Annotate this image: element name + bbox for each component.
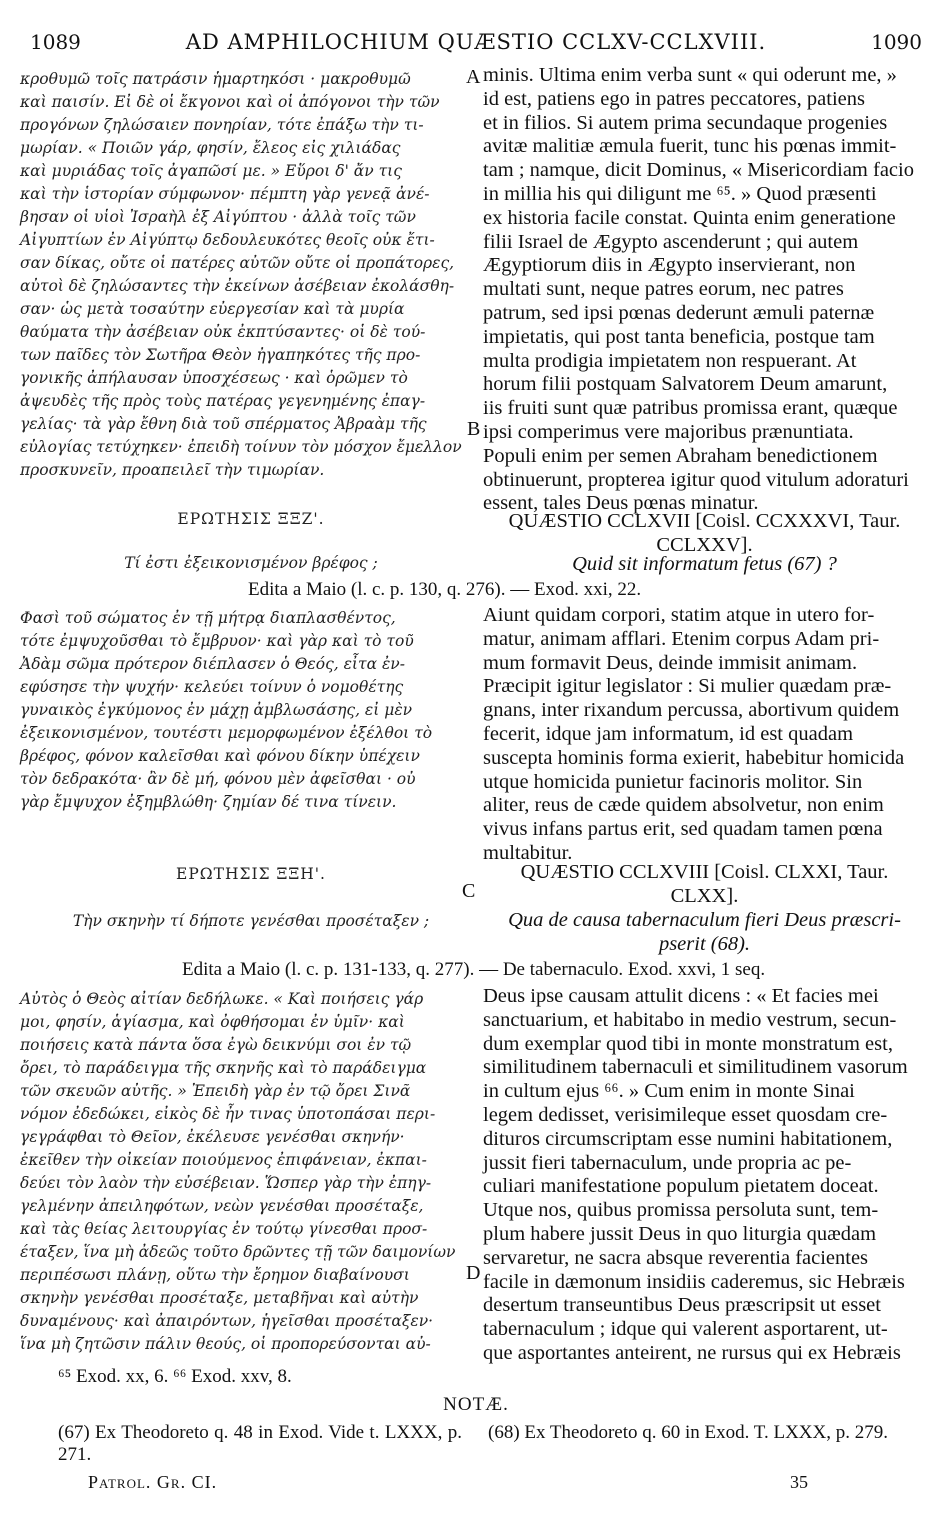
text-line: Utque nos, quibus promissa persoluta sunt, tem- [483,1199,879,1222]
text-line: vivus infans partus erit, sed quadam tamen pœna [483,818,883,841]
text-line: multa prodigia impietatem non respuerant. At [483,349,857,372]
text-line: Ἀδὰμ σῶμα πρότερον διέπλασεν ὁ Θεός, εἶτα ἐν- [20,655,405,673]
q268-latin-subtitle [483,909,926,957]
text-line: θαύματα τὴν ἀσέβειαν οὐκ ἐκπτύσαντες· οἱ δὲ τού- [20,323,426,341]
text-line: Deus ipse causam attulit dicens : « Et facies mei [483,985,879,1007]
text-line: βησαν οἱ υἱοὶ Ἰσραὴλ ἐξ Αἰγύπτου · ἀλλὰ τοῖς τῶν [20,208,416,226]
text-line: id est, patiens ego in patres peccatores, patiens [483,87,865,110]
margin-marker-c: C [462,880,476,902]
text-line: utque homicida punietur facinoris molitor. Sin [483,770,863,793]
text-line: ἐξεικονισμένον, τουτέστι μεμορφωμένον ἐξέλθοι τὸ [20,724,433,742]
q267-latin-text [483,604,926,866]
q267-greek-text [20,607,482,814]
text-line: desertum transeuntibus Deus præscripsit ut esset [483,1294,881,1317]
text-line: γὰρ ἔμψυχον ἐξημβλώθη· ζημίαν δέ τινα τίνειν. [20,793,397,811]
text-line: ἐκεῖθεν τὴν οἰκείαν ποιούμενος ἐπιφάνειαν, ἐκπαι- [20,1151,427,1169]
text-line: horum filii postquam Salvatorem Deum amarunt, [483,373,888,396]
text-line: jussit fieri tabernaculum, unde propria ac pe- [483,1151,852,1174]
text-line: que asportantes anteirent, ne rursus qui ex Hebræis [483,1341,901,1364]
latin-top-text [483,64,926,516]
text-line: avitæ malitiæ æmula fuerit, tunc his pœnas immit- [483,135,897,158]
text-line: τὸν δεδρακότα· ἂν δὲ μή, φόνου μὲν ἀφεῖσθαι · οὐ [20,770,416,788]
text-line: προγόνων ζηλώσαιεν πονηρίαν, τότε ἐπάξω τὴν τι- [20,116,424,134]
text-line: mum formavit Deus, deinde immisit animam. [483,651,858,674]
left-column-number: 1089 [30,30,81,54]
running-title: AD AMPHILOCHIUM QUÆSTIO CCLXV-CCLXVIII. [185,30,767,54]
text-line: δεύει τὸν λαὸν τὴν εὐσέβειαν. Ὥσπερ γὰρ τὴν ἐπηγ- [20,1174,432,1192]
text-line: sanctuarium, et habitabo in medio vestrum, secun- [483,1008,897,1031]
subtitle-line: Qua de causa tabernaculum fieri Deus præscri- [508,909,901,931]
text-line: ἵνα μὴ ζητῶσιν πάλιν θεούς, οἱ προπορεύσονται αὐ- [20,1335,431,1353]
text-line: ipsi comperimus vere majoribus prænuntiata. [483,420,854,443]
text-line: καὶ μυριάδας τοῖς ἀγαπῶσί με. » Εὕροι δ' ἄν τις [20,162,402,180]
text-line: γελμένην ἀπειληφότων, νεὼν γενέσθαι προσέταξε, [20,1197,424,1215]
q267-edition-note: Edita a Maio (l. c. p. 130, q. 276). — Exod. xxi, 22. [248,579,642,600]
text-line: patrum, sed ipsi pœnas dederunt æmuli paternæ [483,301,875,324]
text-line: κροθυμῶ τοῖς πατράσιν ἡμαρτηκόσι · μακροθυμῶ [20,70,411,88]
text-line: Ægyptiorum diis in Ægypto inservierant, non [483,254,856,277]
text-line: ex historia facile constat. Quinta enim generatione [483,206,896,229]
heading-line: CCLXXV]. [656,533,753,556]
q267-greek-subtitle: Τί ἐστι ἐξεικονισμένον βρέφος ; [124,554,378,572]
text-line: Αἰγυπτίων ἐν Αἰγύπτῳ δεδουλευκότες θεοῖς οὐκ ἔτι- [20,231,435,249]
text-line: aliter, reus de cæde quidem absolvetur, non enim [483,794,884,817]
text-line: έταξεν, ἵνα μὴ ἀδεῶς τοῦτο δρῶντες τῇ τῶν δαιμονίων [20,1243,456,1261]
right-column-number: 1090 [871,30,922,54]
text-line: βρέφος, φόνον καλεῖσθαι καὶ φόνου δίκην ὑπέχειν [20,747,420,765]
heading-line: QUÆSTIO CCLXVIII [Coisl. CLXXI, Taur. [520,861,889,883]
text-line: gnans, inter rixandum percussa, abortivum quidem [483,699,900,722]
text-line: iis fruiti sunt quæ patribus promissa erant, quæque [483,397,898,420]
q267-latin-subtitle: Quid sit informatum fetus (67) ? [572,553,837,575]
text-line: γονικῆς ἀπήλαυσαν ὑποσχέσεως · καὶ ὁρῶμεν τὸ [20,369,408,387]
text-line: τότε ἐμψυχοῦσθαι τὸ ἔμβρυον· καὶ γὰρ καὶ τὸ τοῦ [20,632,414,650]
text-line: ποιήσεις κατὰ πάντα ὅσα ἐγὼ δεικνύμι σοι ἐν τῷ [20,1036,412,1054]
text-line: multabitur. [483,841,573,864]
text-line: multati sunt, neque patres eorum, nec patres [483,278,844,301]
text-line: minis. Ultima enim verba sunt « qui oderunt me, » [483,64,897,86]
page-header [30,30,922,60]
text-line: εφύσησε τὴν ψυχήν· κελεύει τοίνυν ὁ νομοθέτης [20,678,404,696]
text-line: culiari manifestatione populum pietatem doceat. [483,1175,879,1198]
text-line: σκηνὴν γενέσθαι προσέταξε, μεταβῆναι καὶ αὐτὴν [20,1289,419,1307]
text-line: legem dedisset, verisimileque esset quosdam cre- [483,1103,888,1126]
text-line: καὶ παισίν. Εἰ δὲ οἱ ἔκγονοι καὶ οἱ ἀπόγονοι τὴν τῶν [20,93,440,111]
q268-latin-text [483,985,926,1366]
margin-marker-b: B [467,418,481,440]
q267-greek-heading: ΕΡΩΤΗΣΙΣ ΞΞΖ'. [177,510,325,528]
q268-edition-note: Edita a Maio (l. c. p. 131-133, q. 277). — De tabernaculo. Exod. xxvi, 1 seq. [182,959,766,980]
margin-marker-d: D [466,1262,481,1284]
text-line: in cultum ejus ⁶⁶. » Cum enim in monte Sinai [483,1080,855,1103]
text-line: μωρίαν. « Ποιῶν γάρ, φησίν, ἔλεος εἰς χιλιάδας [20,139,401,157]
text-line: τῶν σκευῶν αὐτῆς. » Ἐπειδὴ γὰρ ἐν τῷ ὄρει Σινᾶ [20,1082,411,1100]
text-line: Populi enim per semen Abraham benedictionem [483,444,878,467]
text-line: servaretur, ne sacra absque reverentia facientes [483,1246,869,1269]
text-line: dituros circumscriptam esse numini habitationem, [483,1127,893,1150]
text-line: matur, animam afflari. Etenim corpus Adam pri- [483,627,880,650]
note-68: (68) Ex Theodoreto q. 60 in Exod. T. LXXX, p. 279. [488,1422,889,1443]
text-line: tabernaculum ; idque qui valerent asportarent, ut- [483,1318,888,1341]
text-line: Præcipit igitur legislator : Si mulier quædam præ- [483,675,892,698]
text-line: dum exemplar quod tibi in monte monstratum est, [483,1032,893,1055]
q268-greek-heading: ΕΡΩΤΗΣΙΣ ΞΞΗ'. [176,865,326,883]
margin-marker-a: A [466,66,481,88]
text-line: σαν δίκας, οὔτε οἱ πατέρες αὐτῶν οὔτε οἱ προπάτορες, [20,254,455,272]
text-line: essent, tales Deus pœnas minatur. [483,492,759,515]
text-line: facile in dæmonum insidiis caderemus, sic Hebræis [483,1270,905,1293]
text-line: καὶ τὰς θείας λειτουργίας ἐν τούτῳ γίνεσθαι προσ- [20,1220,428,1238]
text-line: similitudinem tabernaculi et similitudinem vasorum [483,1056,908,1079]
text-line: δυναμένους· καὶ ἀπαιρόντων, ἡγεῖσθαι προσέταξεν· [20,1312,434,1330]
text-line: γελίας· τὰ γὰρ ἔθνη διὰ τοῦ σπέρματος Ἀβραὰμ τῆς [20,415,427,433]
text-line: καὶ τὴν ἱστορίαν σύμφωνον· πέμπτη γὰρ γενεᾷ ἀνέ- [20,185,430,203]
note-67: (67) Ex Theodoreto q. 48 in Exod. Vide t. LXXX, p. 271. [58,1422,462,1465]
text-line: γυναικὸς ἐγκύμονος ἐν μάχῃ ἀμβλωσάσης, εἰ μὲν [20,701,413,719]
text-line: Αὐτὸς ὁ Θεὸς αἰτίαν δεδήλωκε. « Καὶ ποιήσεις γάρ [20,990,424,1008]
heading-line: CLXX]. [670,884,739,907]
text-line: ὄρει, τὸ παράδειγμα τῆς σκηνῆς καὶ τὸ παράδειγμα [20,1059,427,1077]
footer-signature: 35 [790,1472,808,1492]
text-line: αὐτοὶ δὲ ζηλώσαντες τὴν ἐκείνων ἀσέβειαν ἐκολάσθη- [20,277,455,295]
text-line: tam ; namque, dicit Dominus, « Misericordiam facio [483,159,914,182]
text-line: fecerit, idque jam informatum, id est quadam [483,722,854,745]
text-line: μοι, φησίν, ἁγίασμα, καὶ ὀφθήσομαι ἐν ὑμῖν· καὶ [20,1013,405,1031]
text-line: γεγράφθαι τὸ Θεῖον, ἐκέλευσε γενέσθαι σκηνήν· [20,1128,405,1146]
text-line: Aiunt quidam corpori, statim atque in utero for- [483,604,875,626]
text-line: εὐλογίας τετύχηκεν· ἐπειδὴ τοίνυν τὸν μόσχον ἔμελλον [20,438,462,456]
text-line: των παῖδες τὸν Σωτῆρα Θεὸν ἠγαπηκότες τῆς προ- [20,346,421,364]
text-line: filii Israel de Ægypto ascenderunt ; qui autem [483,230,859,253]
subtitle-line: pserit (68). [658,932,751,955]
text-line: ἀψευδὲς τῆς πρὸς τοὺς πατέρας γεγενημένης ἐπαγ- [20,392,426,410]
text-line: suscepta hominis forma exierit, habebitur homicida [483,746,905,769]
text-line: σαν· ὡς μετὰ τοσαύτην εὐεργεσίαν καὶ τὰ μυρία [20,300,405,318]
heading-line: QUÆSTIO CCLXVII [Coisl. CCXXXVI, Taur. [508,510,901,532]
text-line: et in filios. Si autem prima secundaque progenies [483,111,888,134]
q268-greek-subtitle: Τὴν σκηνὴν τί δήποτε γενέσθαι προσέταξεν ; [72,912,430,930]
text-line: obtinuerunt, propterea igitur quod vitulum adoraturi [483,468,909,491]
text-line: νόμον ἐδεδώκει, εἰκὸς δὲ ἦν τινας ὑποτοπάσαι περι- [20,1105,436,1123]
text-line: προσκυνεῖν, προαπειλεῖ τὴν τιμωρίαν. [20,461,325,479]
text-line: impietatis, qui post tanta beneficia, postque tam [483,325,875,348]
greek-top-text [20,68,482,482]
q268-greek-text [20,988,482,1356]
text-line: Φασὶ τοῦ σώματος ἐν τῇ μήτρᾳ διαπλασθέντος, [20,609,396,627]
footer-source: Patrol. Gr. CI. [88,1472,218,1492]
text-line: in millia his qui diligunt me ⁶⁵. » Quod præsenti [483,182,877,205]
q268-latin-heading [483,861,926,909]
q267-latin-heading [483,510,926,558]
notes-heading: NOTÆ. [443,1394,509,1415]
text-line: περιπέσωσι πλάνῃ, οὕτω τὴν ἔρημον διαβαίνουσι [20,1266,410,1284]
text-line: plum habere jussit Deus in quo liturgia quædam [483,1222,877,1245]
footnote-references: ⁶⁵ Exod. xx, 6. ⁶⁶ Exod. xxv, 8. [58,1366,292,1387]
